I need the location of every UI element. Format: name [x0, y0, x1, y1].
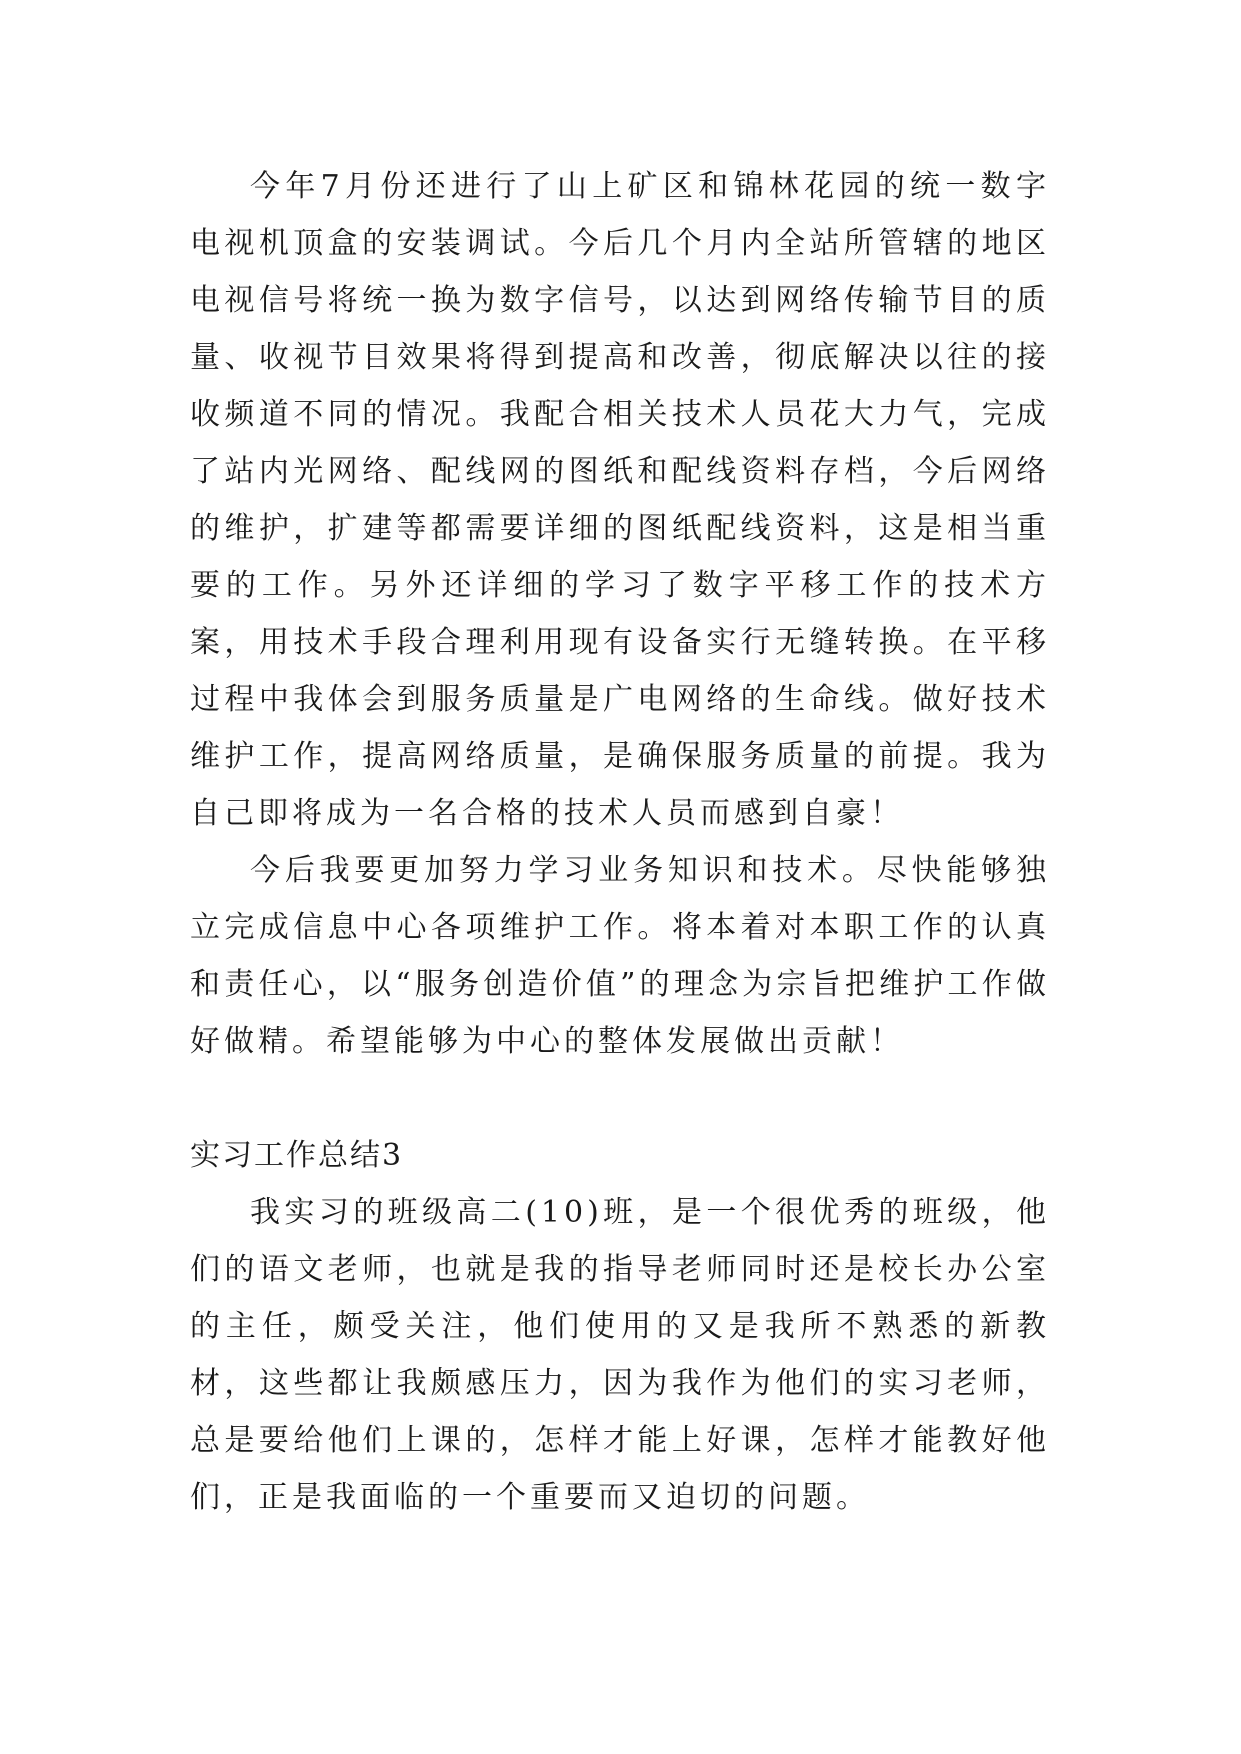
paragraph-internship-class: 我实习的班级高二(10)班，是一个很优秀的班级，他们的语文老师，也就是我的指导老师同时还是校长办公室的主任，颇受关注，他们使用的又是我所不熟悉的新教材，这些都让我颇感压力，因为我作为他们的实习老师，总是要给他们上课的，怎样才能上好课，怎样才能教好他们，正是我面临的一个重要而又迫切的问题。	[190, 1195, 1050, 1515]
document-body	[190, 158, 1050, 1526]
paragraph-future-plan: 今后我要更加努力学习业务知识和技术。尽快能够独立完成信息中心各项维护工作。将本着对本职工作的认真和责任心，以“服务创造价值”的理念为宗旨把维护工作做好做精。希望能够为中心的整体发展做出贡献！	[190, 853, 1050, 1059]
section-spacer	[190, 1070, 1050, 1127]
paragraph-digital-tv: 今年7月份还进行了山上矿区和锦林花园的统一数字电视机顶盒的安装调试。今后几个月内全站所管辖的地区电视信号将统一换为数字信号，以达到网络传输节目的质量、收视节目效果将得到提高和改善，彻底解决以往的接收频道不同的情况。我配合相关技术人员花大力气，完成了站内光网络、配线网的图纸和配线资料存档，今后网络的维护，扩建等都需要详细的图纸配线资料，这是相当重要的工作。另外还详细的学习了数字平移工作的技术方案，用技术手段合理利用现有设备实行无缝转换。在平移过程中我体会到服务质量是广电网络的生命线。做好技术维护工作，提高网络质量，是确保服务质量的前提。我为自己即将成为一名合格的技术人员而感到自豪！	[190, 169, 1050, 831]
section-heading: 实习工作总结3	[190, 1138, 404, 1173]
